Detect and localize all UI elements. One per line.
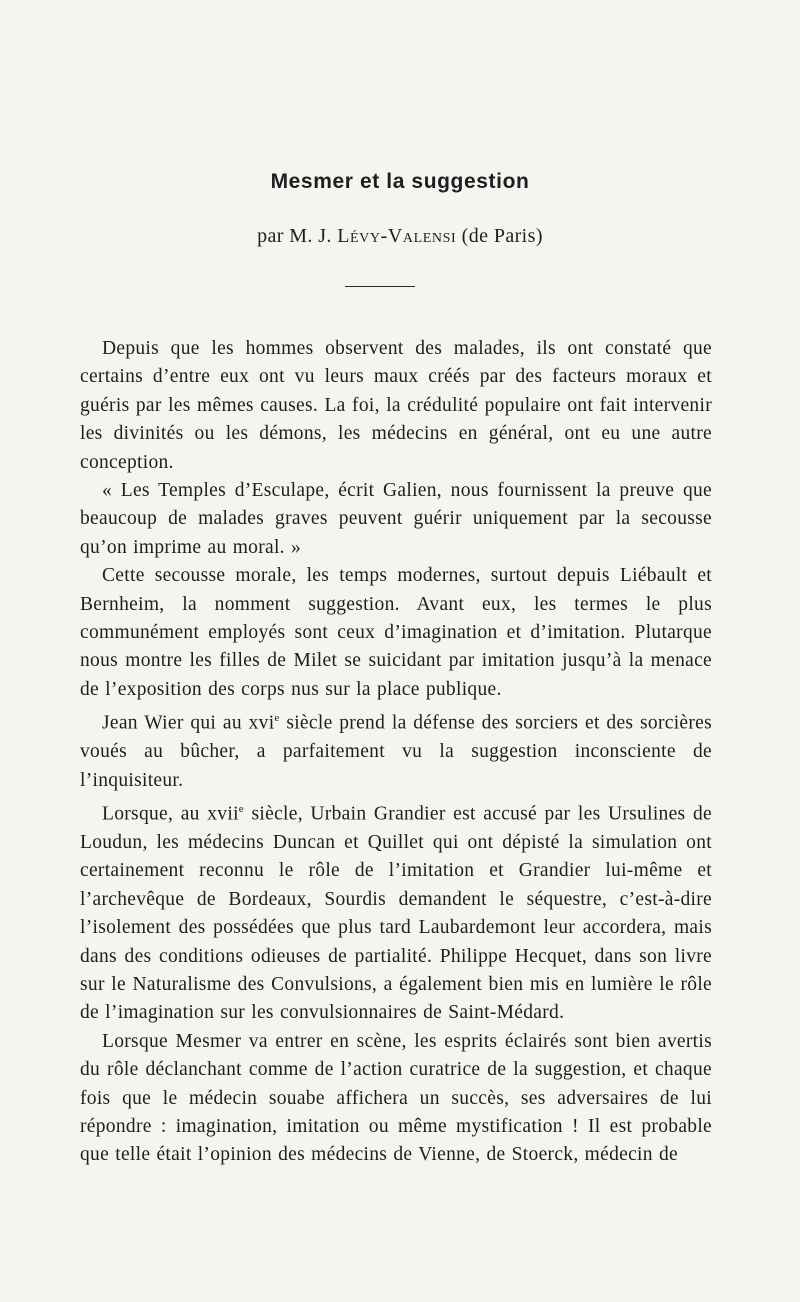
title-divider bbox=[345, 286, 415, 287]
paragraph-5 bbox=[80, 795, 712, 1028]
article-title: Mesmer et la suggestion bbox=[270, 170, 530, 193]
byline-suffix: (de Paris) bbox=[456, 225, 543, 247]
article-body bbox=[80, 335, 712, 1170]
paragraph-4-start: Jean Wier qui au xvi bbox=[102, 712, 275, 734]
paragraph-3: Cette secousse morale, les temps modernes, surtout depuis Liébault et Bernheim, la nomment suggestion. Avant eux, les termes le plus communément employés sont ceux d’imagination et d’imitation. Plutarque nous montre les filles de Milet se suicidant par imitation jusqu’à la menace de l’exposition des corps nus sur la place publique. bbox=[80, 565, 712, 700]
byline-prefix: par M. J. bbox=[257, 225, 338, 247]
paragraph-2: « Les Temples d’Esculape, écrit Galien, nous fournissent la preuve que beaucoup de malades graves peuvent guérir uniquement par la secousse qu’on imprime au moral. » bbox=[80, 480, 712, 558]
century-superscript: e bbox=[238, 803, 244, 815]
paragraph-5-rest: siècle, Urbain Grandier est accusé par les Ursulines de Loudun, les médecins Duncan et Quillet qui ont dépisté la simulation ont certainement reconnu le rôle de l’imitation et Grandier lui-même et l’archevêque de Bordeaux, Sourdis demandent le séquestre, c’est-à-dire l’isolement des possédées que plus tard Laubardemont leur accordera, mais dans des conditions odieuses de partialité. Philippe Hecquet, dans son livre sur le Naturalisme des Convulsions, a également bien mis en lumière le rôle de l’imagination sur les convulsionnaires de Saint-Médard. bbox=[80, 803, 712, 1024]
century-superscript: e bbox=[274, 712, 280, 725]
paragraph-5-start: Lorsque, au xvii bbox=[102, 803, 239, 825]
paragraph-4 bbox=[80, 704, 712, 795]
author-byline bbox=[0, 225, 800, 248]
author-name: Lévy-Valensi bbox=[337, 225, 457, 247]
paragraph-6: Lorsque Mesmer va entrer en scène, les esprits éclairés sont bien avertis du rôle déclanchant comme de l’action curatrice de la suggestion, et chaque fois que le médecin souabe affichera un succès, ses adversaires de lui répondre : imagination, imitation ou même mystification ! Il est probable que telle était l’opinion des médecins de Vienne, de Stoerck, médecin de bbox=[80, 1030, 712, 1166]
paragraph-4-rest: siècle prend la défense des sorciers et des sorcières voués au bûcher, a parfaitement vu la suggestion inconsciente de l’inquisiteur. bbox=[80, 712, 713, 791]
paragraph-1: Depuis que les hommes observent des malades, ils ont constaté que certains d’entre eux ont vu leurs maux créés par des facteurs moraux et guéris par les mêmes causes. La foi, la crédulité populaire ont fait intervenir les divinités ou les démons, les médecins en général, ont eu une autre conception. bbox=[80, 338, 712, 473]
